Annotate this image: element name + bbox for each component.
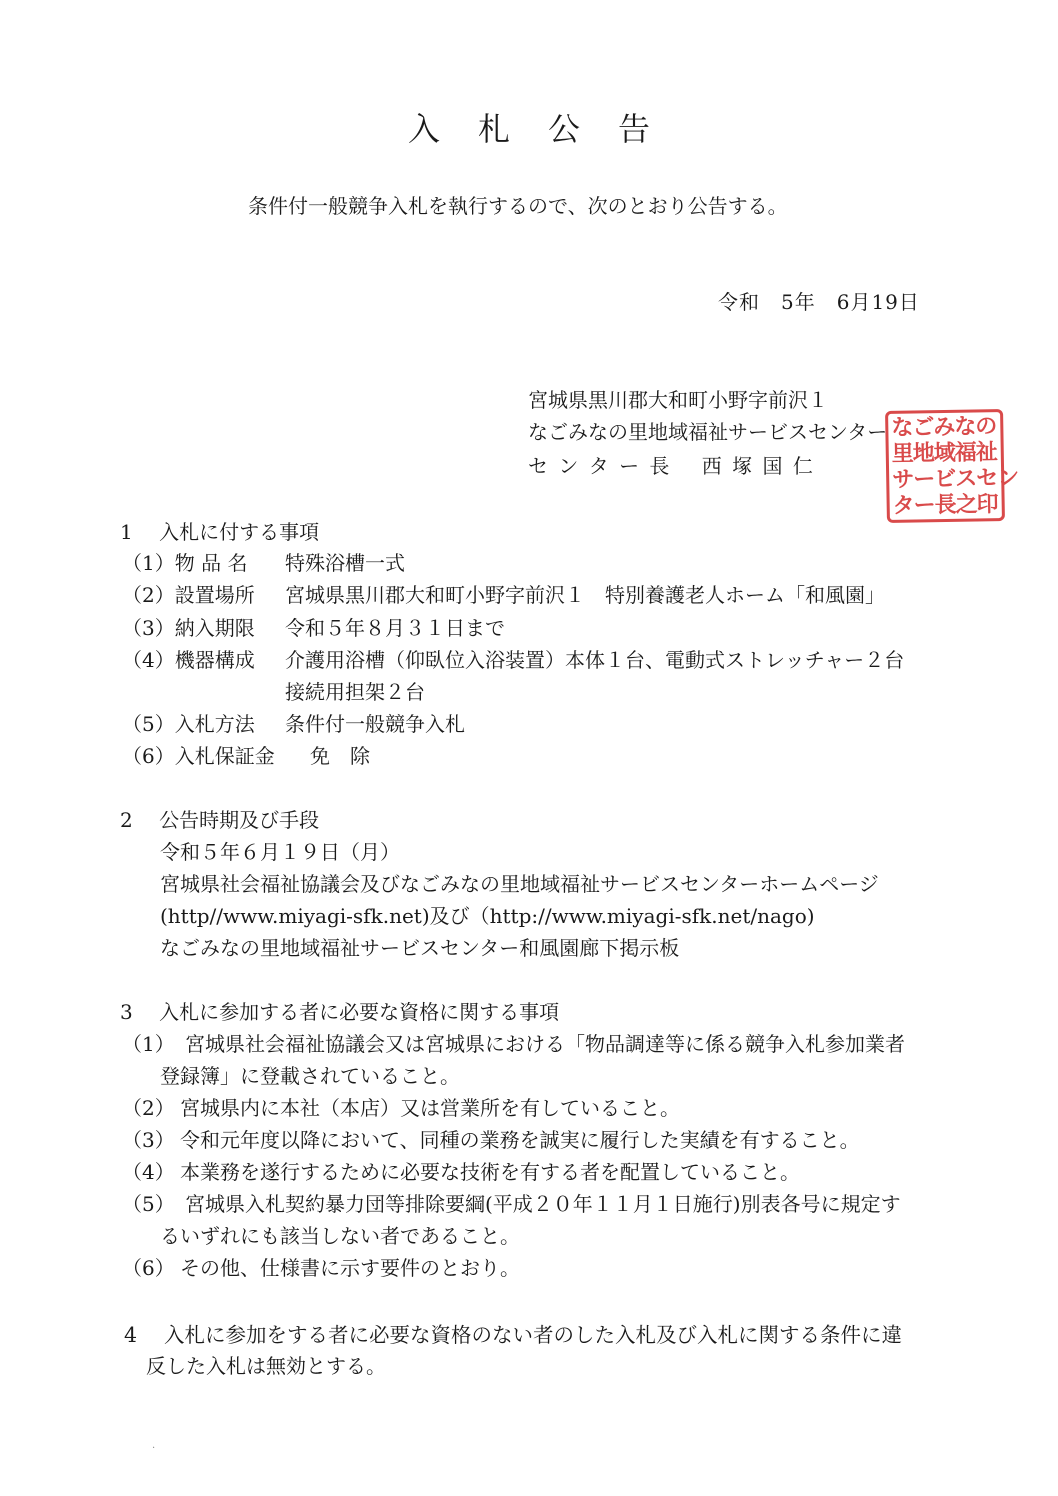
seal-line: サービスセン bbox=[892, 465, 1019, 493]
s1-item-label: （3）納入期限 bbox=[122, 616, 255, 640]
seal-line: ター長之印 bbox=[892, 492, 998, 519]
s3-item-text: その他、仕様書に示す要件のとおり。 bbox=[180, 1256, 520, 1280]
s1-item-label: （2）設置場所 bbox=[122, 583, 255, 607]
s1-item-value-cont: 接続用担架２台 bbox=[285, 680, 425, 704]
seal-line: 里地域福祉 bbox=[891, 440, 998, 467]
s3-item-label: （2） bbox=[122, 1096, 175, 1120]
s1-item-value: 条件付一般競争入札 bbox=[285, 712, 465, 736]
s3-item-label: （3） bbox=[122, 1128, 175, 1152]
s2-line: (http//www.miyagi-sfk.net)及び（http://www.miyagi-sfk.net/nago) bbox=[160, 904, 815, 928]
issuer-person: セ ン タ ー 長 西 塚 国 仁 bbox=[528, 454, 815, 478]
s1-item-label: （4）機器構成 bbox=[122, 648, 255, 672]
scan-speck: . bbox=[152, 1440, 156, 1451]
s1-item-value: 免 除 bbox=[310, 744, 370, 768]
s3-item-text: 本業務を遂行するために必要な技術を有する者を配置していること。 bbox=[180, 1160, 800, 1184]
official-seal bbox=[885, 409, 1019, 523]
s3-item-text: 令和元年度以降において、同種の業務を誠実に履行した実績を有すること。 bbox=[180, 1128, 860, 1152]
s2-line: 令和５年６月１９日（月） bbox=[160, 840, 400, 864]
s2-line: なごみなの里地域福祉サービスセンター和風園廊下掲示板 bbox=[160, 936, 680, 960]
lead-text: 条件付一般競争入札を執行するので、次のとおり公告する。 bbox=[248, 194, 788, 218]
s2-line: 宮城県社会福祉協議会及びなごみなの里地域福祉サービスセンターホームページ bbox=[160, 872, 879, 896]
s3-item-text: 宮城県社会福祉協議会又は宮城県における「物品調達等に係る競争入札参加業者 bbox=[185, 1032, 905, 1056]
section-3-heading: 3 入札に参加する者に必要な資格に関する事項 bbox=[120, 1000, 560, 1024]
s1-item-value: 宮城県黒川郡大和町小野字前沢１ 特別養護老人ホーム「和風園」 bbox=[285, 583, 885, 607]
s3-item-text-cont: るいずれにも該当しない者であること。 bbox=[160, 1224, 520, 1248]
s1-item-label: （6）入札保証金 bbox=[122, 744, 275, 768]
s1-item-value: 特殊浴槽一式 bbox=[285, 551, 405, 575]
s3-item-text: 宮城県入札契約暴力団等排除要綱(平成２０年１１月１日施行)別表各号に規定す bbox=[185, 1192, 901, 1216]
section-2-heading: 2 公告時期及び手段 bbox=[120, 808, 320, 832]
seal-line: なごみなの bbox=[891, 414, 997, 441]
s1-item-label: （1）物 品 名 bbox=[122, 551, 248, 575]
issuer-org: なごみなの里地域福祉サービスセンター bbox=[528, 420, 888, 444]
s3-item-label: （4） bbox=[122, 1160, 175, 1184]
s3-item-text: 宮城県内に本社（本店）又は営業所を有していること。 bbox=[180, 1096, 680, 1120]
issuer-address: 宮城県黒川郡大和町小野字前沢１ bbox=[528, 388, 828, 412]
s3-item-label: （5） bbox=[122, 1192, 175, 1216]
section-1-heading: 1 入札に付する事項 bbox=[120, 520, 320, 544]
section-4-line: 反した入札は無効とする。 bbox=[146, 1354, 386, 1378]
s1-item-value: 令和５年８月３１日まで bbox=[285, 616, 505, 640]
s3-item-label: （1） bbox=[122, 1032, 175, 1056]
s1-item-value: 介護用浴槽（仰臥位入浴装置）本体１台、電動式ストレッチャー２台 bbox=[285, 648, 905, 672]
section-4-line: 4 入札に参加をする者に必要な資格のない者のした入札及び入札に関する条件に違 bbox=[124, 1323, 903, 1347]
page-title: 入札公告 bbox=[407, 110, 688, 148]
s1-item-label: （5）入札方法 bbox=[122, 712, 255, 736]
notice-date: 令和 5年 6月19日 bbox=[718, 290, 920, 314]
s3-item-text-cont: 登録簿」に登載されていること。 bbox=[160, 1064, 460, 1088]
s3-item-label: （6） bbox=[122, 1256, 175, 1280]
